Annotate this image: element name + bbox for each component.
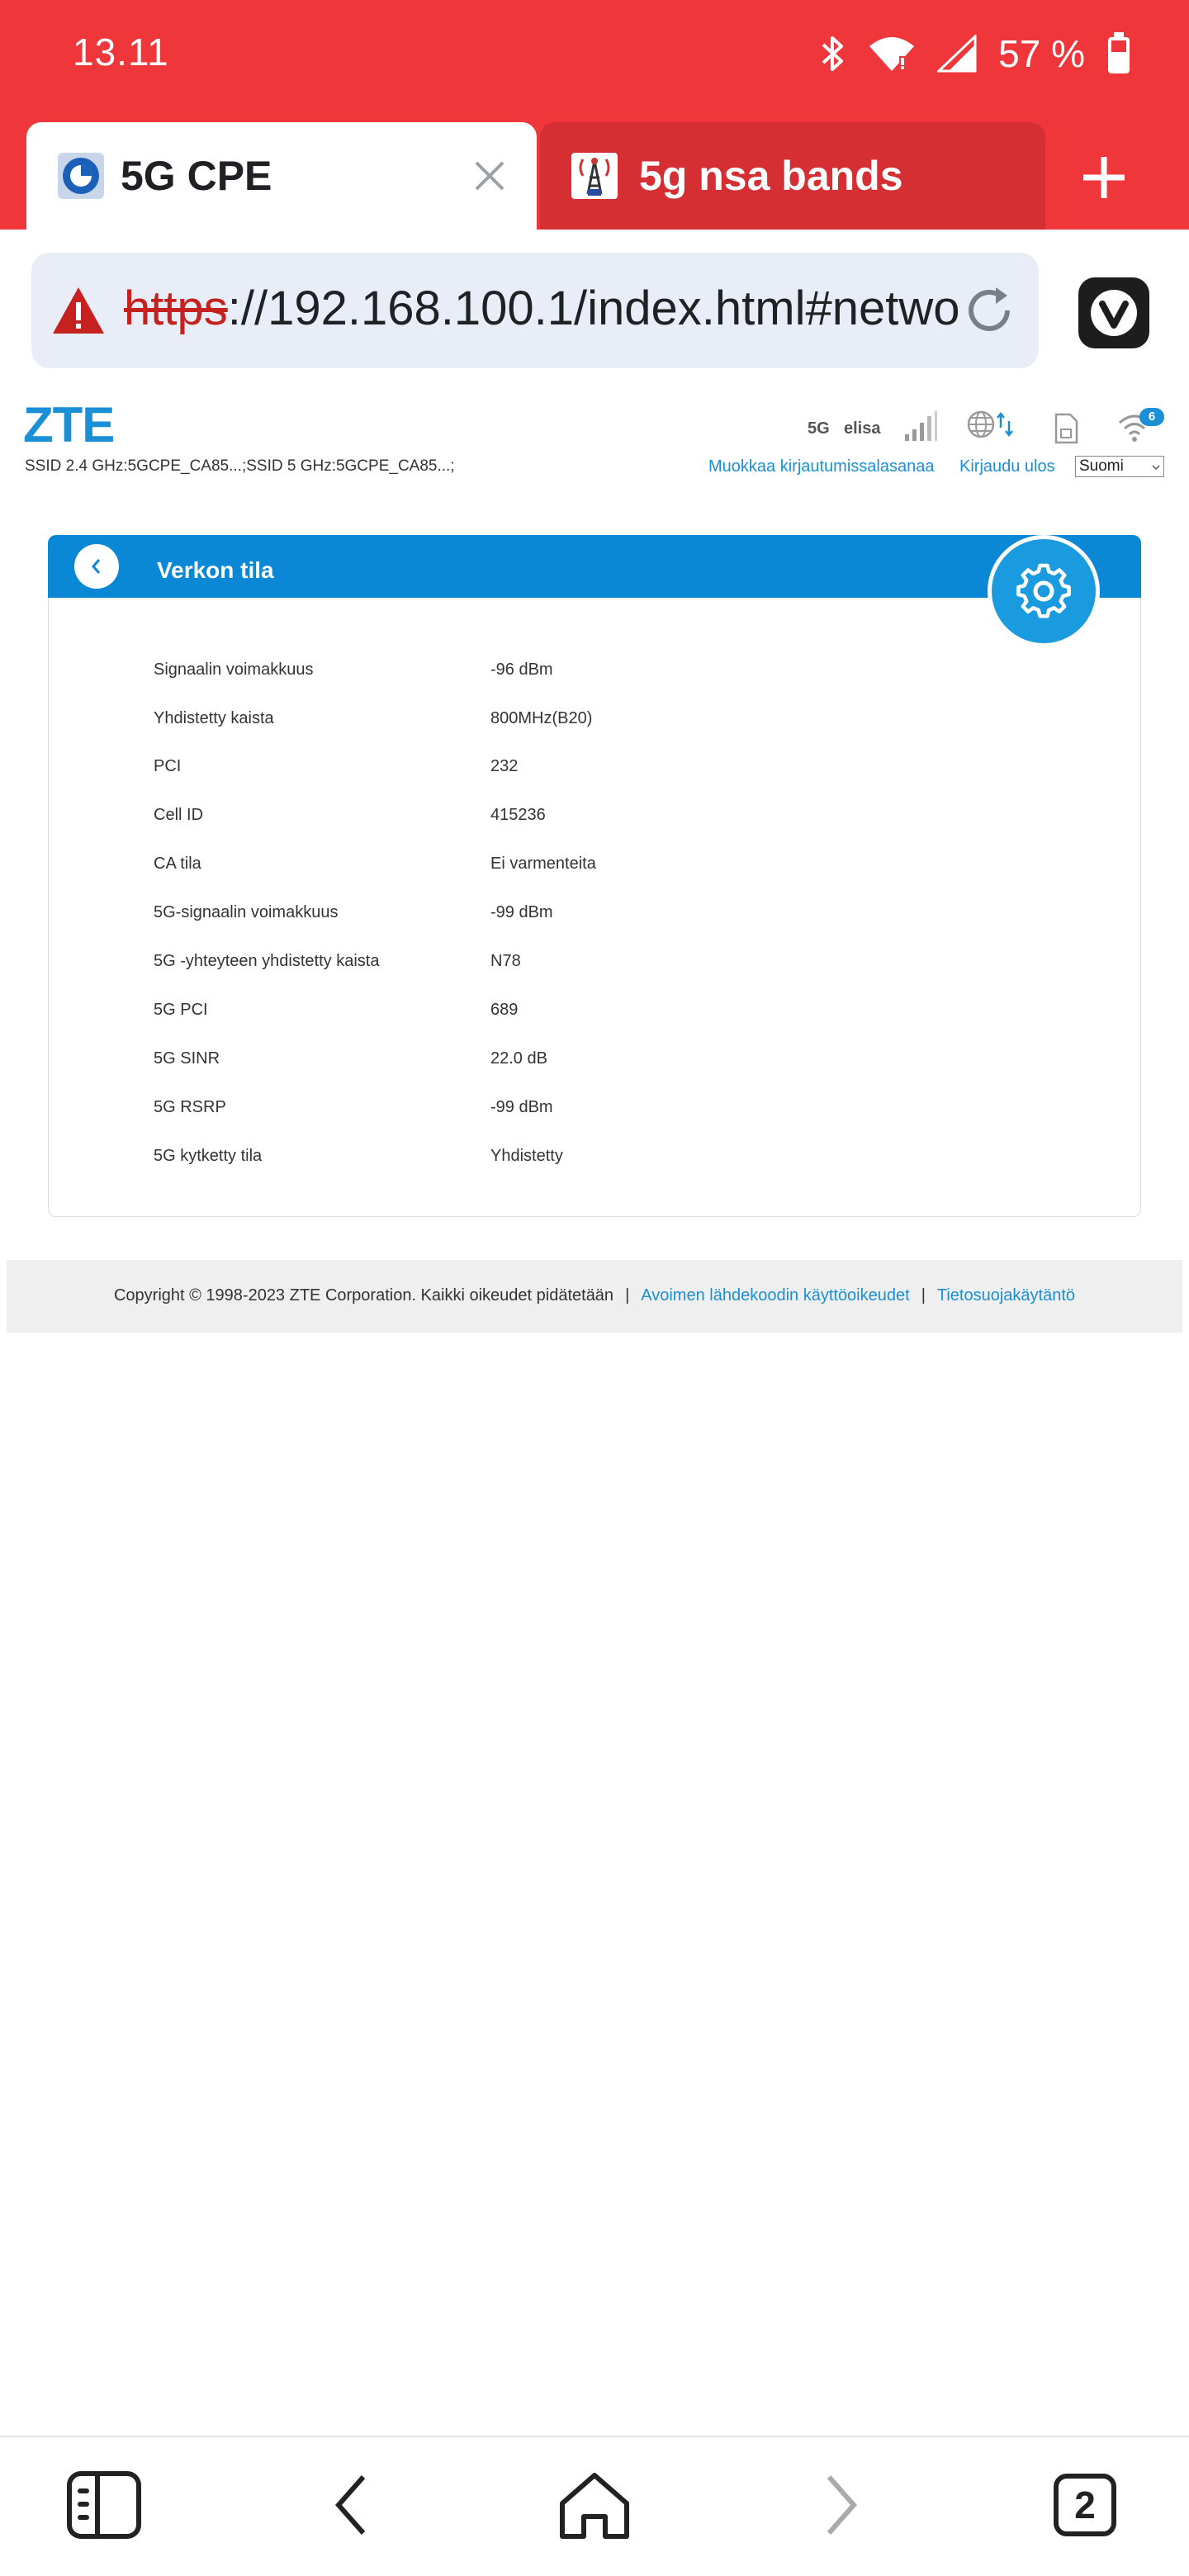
bottom-bar-divider — [0, 2436, 1189, 2437]
row-label: 5G RSRP — [154, 1098, 226, 1116]
row-value: 415236 — [490, 806, 546, 824]
zte-favicon-icon — [58, 153, 104, 199]
language-select[interactable] — [1075, 456, 1164, 477]
status-icons — [818, 25, 1131, 83]
forward-nav-button[interactable] — [799, 2464, 882, 2546]
wifi-icon — [868, 35, 916, 73]
chevron-left-icon — [327, 2472, 377, 2538]
browser-top-bar — [0, 0, 1189, 230]
panels-button[interactable] — [63, 2464, 145, 2546]
tab-title: 5g nsa bands — [639, 153, 903, 199]
footer-separator: | — [625, 1286, 630, 1305]
privacy-link[interactable]: Tietosuojakäytäntö — [936, 1286, 1076, 1305]
open-source-link[interactable]: Avoimen lähdekoodin käyttöoikeudet — [641, 1286, 910, 1305]
tab-title: 5G CPE — [121, 153, 272, 199]
bluetooth-icon — [818, 33, 846, 74]
copyright-text: Copyright © 1998-2023 ZTE Corporation. Kaikki oikeudet pidätetään — [113, 1286, 614, 1305]
close-tab-icon[interactable] — [467, 154, 512, 198]
address-bar-row — [0, 230, 1189, 386]
row-value: N78 — [490, 952, 521, 970]
battery-percent: 57 % — [998, 32, 1085, 75]
page-footer — [7, 1260, 1182, 1333]
signal-bars-icon — [903, 410, 938, 443]
row-value: -99 dBm — [490, 903, 553, 921]
battery-icon — [1106, 32, 1131, 75]
tab-switcher-button[interactable] — [1044, 2464, 1126, 2546]
row-value: 800MHz(B20) — [490, 709, 593, 727]
row-value: -99 dBm — [490, 1098, 553, 1116]
vivaldi-menu-button[interactable] — [1078, 277, 1149, 348]
chevron-left-icon — [87, 556, 107, 576]
row-value: 232 — [490, 757, 519, 775]
footer-line — [7, 1286, 1182, 1305]
status-time: 13.11 — [73, 31, 169, 73]
new-tab-button[interactable] — [1067, 140, 1141, 215]
tab-5g-cpe[interactable] — [26, 122, 537, 230]
row-label: Yhdistetty kaista — [154, 709, 274, 727]
back-nav-button[interactable] — [310, 2464, 393, 2546]
url-text[interactable]: https://192.168.100.1/index.html#netwo — [124, 282, 960, 335]
warning-icon — [51, 286, 106, 335]
row-value: Yhdistetty — [490, 1147, 563, 1165]
row-value: 689 — [490, 1001, 519, 1019]
tab-count: 2 — [1054, 2474, 1116, 2536]
ssid-info: SSID 2.4 GHz:5GCPE_CA85...;SSID 5 GHz:5GCPE_CA85...; — [25, 457, 455, 475]
change-password-link[interactable]: Muokkaa kirjautumissalasanaa — [708, 457, 935, 476]
network-type: 5G — [808, 419, 830, 438]
footer-separator: | — [921, 1286, 926, 1305]
row-value: Ei varmenteita — [490, 855, 596, 873]
gear-icon — [1012, 560, 1075, 623]
address-bar[interactable] — [31, 253, 1039, 368]
logout-link[interactable]: Kirjaudu ulos — [959, 457, 1055, 476]
row-label: 5G -yhteyteen yhdistetty kaista — [154, 952, 380, 970]
row-label: 5G kytketty tila — [154, 1147, 263, 1165]
reload-icon[interactable] — [959, 281, 1019, 340]
chevron-right-icon — [816, 2472, 865, 2538]
chevron-down-icon — [1152, 463, 1160, 471]
row-label: 5G-signaalin voimakkuus — [154, 903, 339, 921]
tower-favicon-icon — [571, 153, 618, 199]
internet-globe-icon — [966, 410, 1019, 443]
row-value: 22.0 dB — [490, 1049, 547, 1068]
sim-card-icon — [1054, 413, 1078, 444]
row-label: 5G SINR — [154, 1049, 220, 1068]
row-label: Cell ID — [154, 806, 204, 824]
row-label: PCI — [154, 757, 182, 775]
row-label: CA tila — [154, 855, 201, 873]
sidebar-panel-icon — [66, 2470, 142, 2540]
card-title: Verkon tila — [157, 557, 274, 583]
wifi-client-count-badge: 6 — [1139, 408, 1164, 426]
tab-5g-nsa-bands[interactable] — [540, 122, 1045, 230]
row-label: Signaalin voimakkuus — [154, 661, 314, 679]
operator-name: elisa — [844, 419, 881, 438]
vivaldi-logo-icon — [1088, 287, 1139, 339]
home-button[interactable] — [553, 2464, 636, 2546]
back-button[interactable] — [74, 544, 119, 589]
settings-button[interactable] — [988, 535, 1100, 647]
row-value: -96 dBm — [490, 661, 553, 679]
zte-logo[interactable]: ZTE — [23, 397, 115, 452]
language-value: Suomi — [1079, 457, 1124, 475]
row-label: 5G PCI — [154, 1001, 208, 1019]
home-icon — [557, 2470, 632, 2540]
plus-icon — [1082, 155, 1126, 200]
cell-signal-icon — [937, 35, 977, 73]
